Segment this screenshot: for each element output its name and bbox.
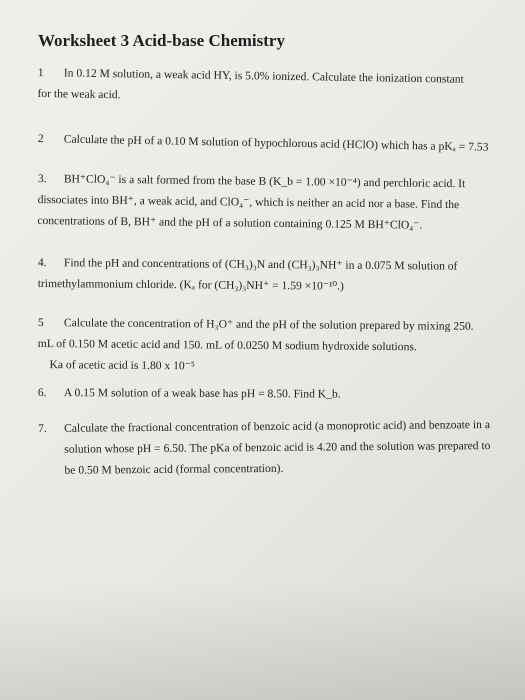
- worksheet-title: Worksheet 3 Acid-base Chemistry: [38, 31, 285, 50]
- question-5: [37, 312, 508, 379]
- question-2-line-1: 2 Calculate the pH of a 0.10 M solution of hypochlorous acid (HClO) which has a pKₐ = 7.53: [38, 128, 508, 158]
- question-7-line-1: 7. Calculate the fractional concentration of benzoic acid (a monoprotic acid) and benzoate in a: [38, 414, 508, 439]
- question-3-line-1: 3. BH⁺ClO₄⁻ is a salt formed from the base B (K_b = 1.00 ×10⁻⁴) and perchloric acid. It: [38, 168, 508, 195]
- question-3-number: 3.: [37, 171, 47, 186]
- question-2: [38, 128, 508, 158]
- question-1-number: 1: [37, 65, 44, 80]
- question-1-line-1: 1 In 0.12 M solution, a weak acid HY, is 5.0% ionized. Calculate the ionization constant: [38, 62, 508, 90]
- question-3: [37, 168, 508, 237]
- question-7-line-2: solution whose pH = 6.50. The pKa of benzoic acid is 4.20 and the solution was prepared to: [64, 439, 491, 456]
- question-4: [38, 252, 508, 298]
- question-2-number: 2: [37, 131, 44, 146]
- question-6: [38, 382, 508, 405]
- question-3-line-2: dissociates into BH⁺, a weak acid, and ClO₄⁻, which is neither an acid nor a base. Find the: [37, 192, 460, 212]
- question-7: [38, 414, 509, 481]
- question-4-line-2: trimethylammonium chloride. (Kₐ for (CH₃)₃NH⁺ = 1.59 ×10⁻¹⁰.): [37, 276, 344, 293]
- page-shadow: [0, 580, 525, 700]
- question-5-line-3: Ka of acetic acid is 1.80 x 10⁻⁵: [49, 358, 195, 373]
- question-4-number: 4.: [37, 255, 47, 270]
- question-5-number: 5: [37, 315, 44, 330]
- question-6-line-1: 6. A 0.15 M solution of a weak base has pH = 8.50. Find K_b.: [38, 382, 508, 405]
- question-7-number: 7.: [38, 421, 47, 435]
- question-1-line-2: for the weak acid.: [37, 86, 121, 102]
- question-6-number: 6.: [37, 385, 47, 400]
- question-3-line-3: concentrations of B, BH⁺ and the pH of a solution containing 0.125 M BH⁺ClO₄⁻.: [37, 213, 423, 232]
- question-5-line-2: mL of 0.150 M acetic acid and 150. mL of 0.0250 M sodium hydroxide solutions.: [37, 336, 417, 354]
- question-1: [37, 62, 508, 111]
- question-4-line-1: 4. Find the pH and concentrations of (CH₃)₃N and (CH₃)₃NH⁺ in a 0.075 M solution of: [38, 252, 508, 277]
- question-7-line-3: be 0.50 M benzoic acid (formal concentration).: [64, 461, 284, 477]
- question-5-line-1: 5 Calculate the concentration of H₃O⁺ and the pH of the solution prepared by mixing 250.: [38, 312, 508, 337]
